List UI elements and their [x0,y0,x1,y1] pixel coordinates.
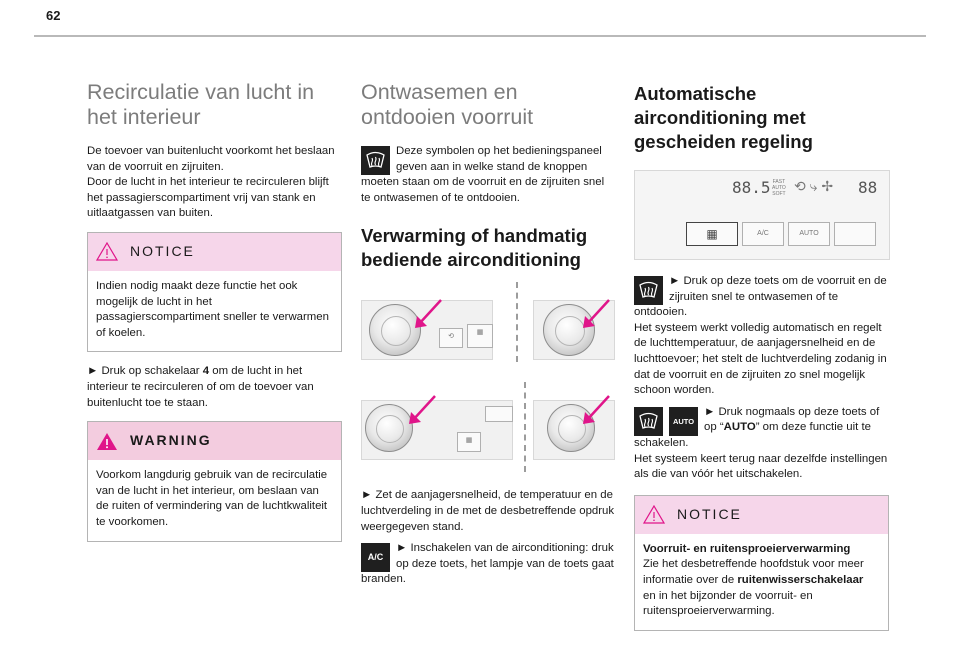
recirculation-button[interactable]: ⟲ [439,328,463,348]
section-title: Recirculatie van lucht in het interieur [87,80,315,129]
notice-body: Voorruit- en ruitensproeierverwarming Zie het desbetreffende hoofdstuk voor meer informatie over de ruitenwisserschakelaar en in het bijzonder de voorruit- en ruitensproeierverwarming. [643,542,864,618]
notice-header: NOTICE [635,496,888,534]
column-recirculation [87,80,342,554]
temperature-display-right: 88 [858,178,878,197]
auto-icon: AUTO [669,407,698,436]
column-defrost [361,80,616,594]
blank-button[interactable] [834,222,876,246]
separator-line [524,382,526,472]
windscreen-defrost-icon [634,276,663,305]
ac-icon: A/C [361,543,390,572]
recirc-fan-icons: ⟲ ⤷ ✢ [794,178,834,194]
separator-line [516,282,518,362]
indicator-arrow-icon [579,392,613,426]
page-number: 62 [46,8,61,23]
subsection-title: Verwarming of handmatig bediende airconditioning [361,225,588,271]
warning-box [87,421,342,541]
auto-ac-panel-illustration [634,170,889,266]
notice-triangle-icon [643,505,665,524]
indicator-arrow-icon [411,296,445,330]
defrost-button[interactable]: ▦ [467,324,493,348]
step-text: A/C ► Inschakelen van de airconditioning: druk op deze toets, het lampje van de toets gaat branden. [361,542,614,586]
notice-box [634,495,889,631]
ac-button[interactable] [485,406,513,422]
defrost-button[interactable]: ▦ [686,222,738,246]
notice-triangle-icon [96,242,118,261]
fan-mode-display: FAST AUTO SOFT [772,179,786,197]
windscreen-defrost-icon [634,407,663,436]
section-title: Ontwasemen en ontdooien voorruit [361,80,534,129]
manual-ac-illustration [361,282,616,482]
column-auto-ac [634,80,889,643]
step-text: AUTO ► Druk nogmaals op deze toets of op “AUTO” om deze functie uit te schakelen. Het systeem keert terug naar dezelfde instellingen als die van vóór het uitschakelen. [634,405,888,481]
step-text: ► Druk op schakelaar 4 om de lucht in het interieur te recirculeren of om de toevoer van buitenlucht toe te staan. [87,365,314,409]
temperature-display: 88.5 [732,178,771,197]
ac-button[interactable]: A/C [742,222,784,246]
intro-text: De toevoer van buitenlucht voorkomt het beslaan van de voorruit en zijruiten. Door de lucht in het interieur te recirculeren blijft het passagierscompartiment vrij van stank en uitlaatgassen van buiten. [87,145,335,220]
step-text: ► Zet de aanjagersnelheid, de temperatuur en de luchtverdeling in de met de desbetreffende opdruk weergegeven stand. [361,489,615,533]
warning-triangle-icon [96,432,118,451]
step-text: ► Druk op deze toets om de voorruit en de zijruiten snel te ontwasemen of te ontdooien. Het systeem werkt volledig automatisch en regelt de luchttemperatuur, de aanjagersnelheid en de luchttoevoer; het stelt de luchtverdeling zodanig in dat de voorruit en de zijruiten zo snel mogelijk schoon worden. [634,275,887,397]
section-title: Automatische airconditioning met gescheiden regeling [634,83,813,152]
notice-box [87,232,342,352]
windscreen-defrost-icon [361,146,390,175]
notice-header: NOTICE [88,233,341,271]
defrost-button[interactable]: ▦ [457,432,481,452]
warning-body: Voorkom langdurig gebruik van de recirculatie van de lucht in het interieur, om beslaan van de ruiten of vermindering van de luchtkwaliteit te voorkomen. [96,469,328,528]
header-rule [34,35,926,37]
notice-body: Indien nodig maakt deze functie het ook mogelijk de lucht in het passagierscompartiment sneller te verwarmen of koelen. [96,279,329,339]
warning-header: WARNING [88,422,341,460]
indicator-arrow-icon [579,296,613,330]
indicator-arrow-icon [405,392,439,426]
intro-text: Deze symbolen op het bedieningspaneel geven aan in welke stand de knoppen moeten staan om de voorruit en de zijruiten snel te ontwasemen of te ontdooien. [361,145,605,204]
auto-button[interactable]: AUTO [788,222,830,246]
